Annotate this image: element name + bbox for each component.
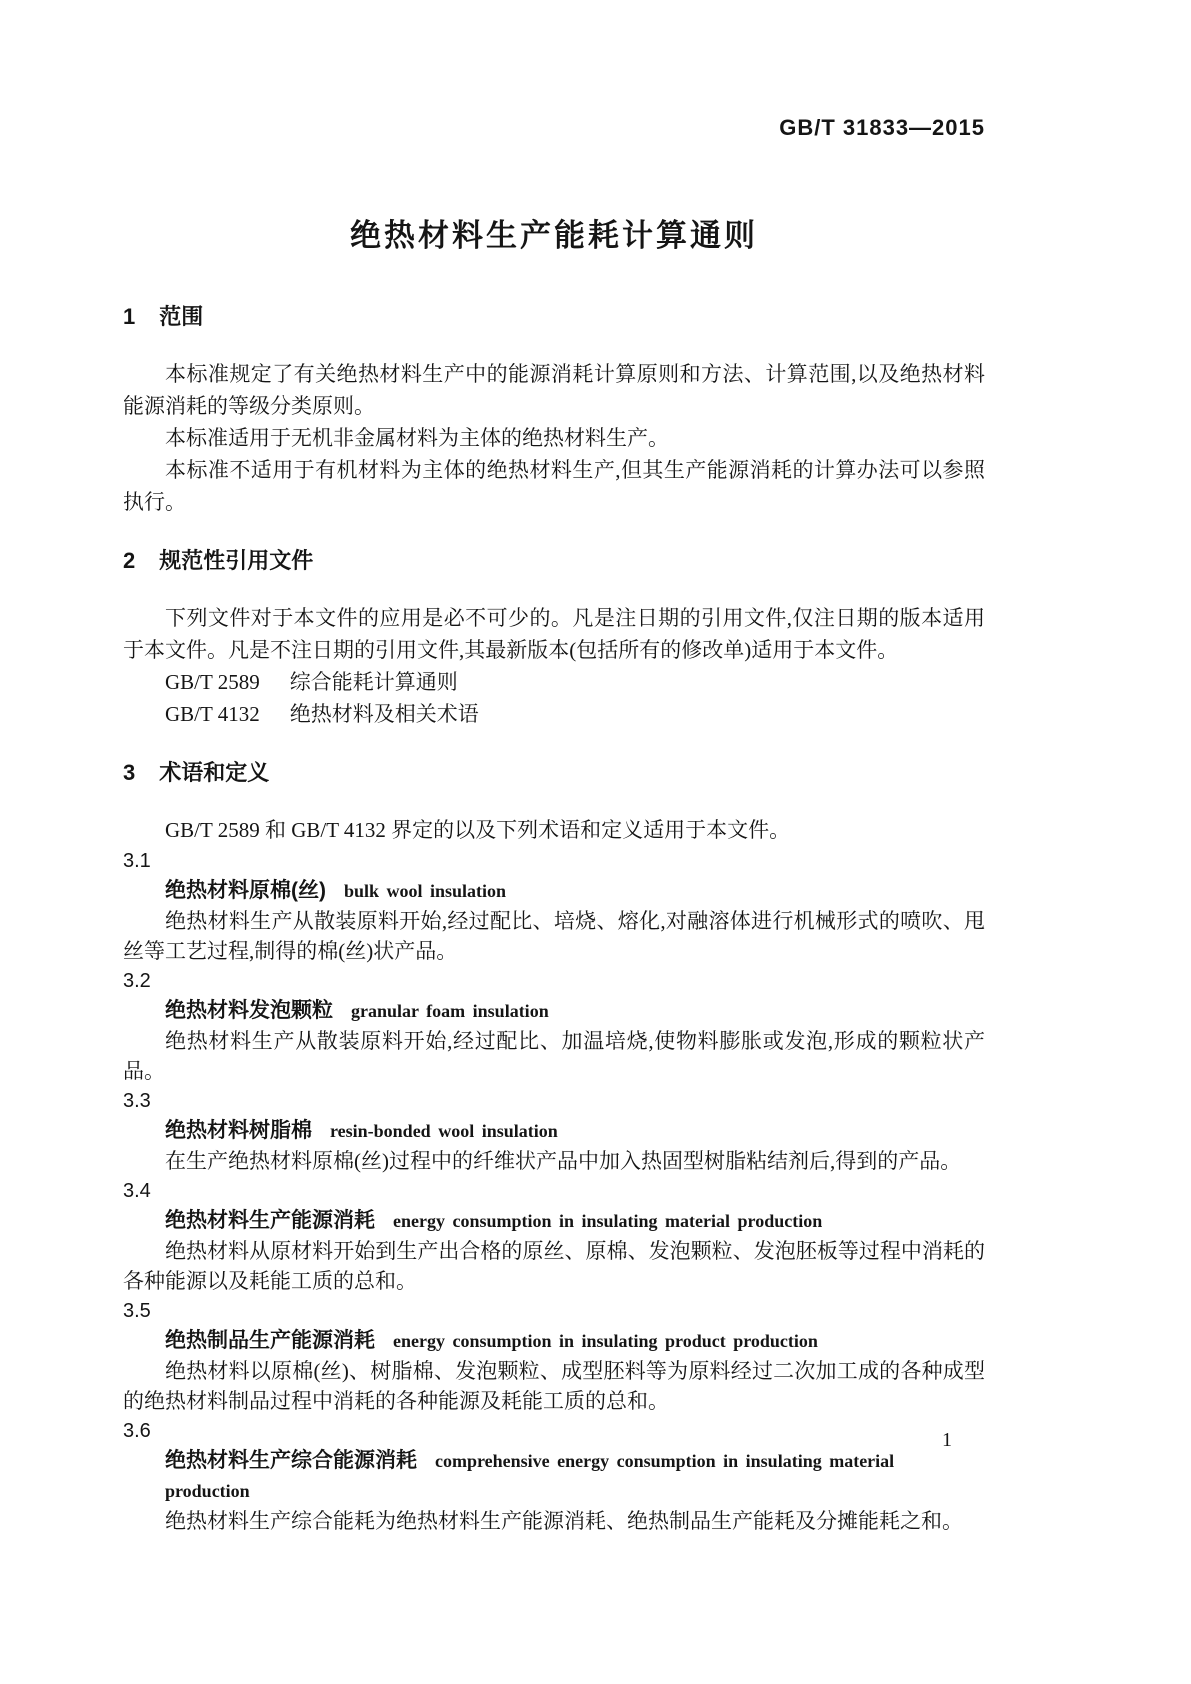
term-name-zh: 绝热材料生产能源消耗 [165,1209,375,1232]
term-definition: 绝热材料生产从散装原料开始,经过配比、加温培烧,使物料膨胀或发泡,形成的颗粒状产品。 [123,1029,985,1083]
section-terms-definitions [123,758,985,1536]
term-entry-3-6 [123,1416,985,1536]
term-name-zh: 绝热材料原棉(丝) [165,879,326,902]
section-3-heading [123,758,985,788]
term-name-en: bulk wool insulation [344,881,507,901]
standard-number: GB/T 31833—2015 [779,115,985,140]
term-heading [123,1116,985,1146]
term-name-zh: 绝热材料发泡颗粒 [165,999,333,1022]
scope-paragraph-1: 本标准规定了有关绝热材料生产中的能源消耗计算原则和方法、计算范围,以及绝热材料能源消耗的等级分类原则。 [123,362,985,418]
reference-item [123,698,985,730]
scope-paragraph-3: 本标准不适用于有机材料为主体的绝热材料生产,但其生产能源消耗的计算办法可以参照执行。 [123,458,985,514]
term-entry-3-5 [123,1296,985,1416]
term-heading [123,1446,985,1506]
term-heading [123,996,985,1026]
term-name-zh: 绝热制品生产能源消耗 [165,1329,375,1352]
term-definition: 绝热材料生产从散装原料开始,经过配比、培烧、熔化,对融溶体进行机械形式的喷吹、甩丝等工艺过程,制得的棉(丝)状产品。 [123,909,985,963]
section-2-title: 规范性引用文件 [159,548,314,573]
section-scope [123,302,985,518]
reference-title: 综合能耗计算通则 [289,670,458,694]
term-entry-3-2 [123,966,985,1086]
term-number: 3.2 [123,970,151,992]
term-number: 3.4 [123,1180,151,1202]
term-definition: 绝热材料从原材料开始到生产出合格的原丝、原棉、发泡颗粒、发泡胚板等过程中消耗的各种能源以及耗能工质的总和。 [123,1239,985,1293]
reference-code: GB/T 2589 [165,670,260,694]
reference-code: GB/T 4132 [165,702,260,726]
references-intro-paragraph: 下列文件对于本文件的应用是必不可少的。凡是注日期的引用文件,仅注日期的版本适用于本文件。凡是不注日期的引用文件,其最新版本(包括所有的修改单)适用于本文件。 [123,606,985,662]
section-3-title: 术语和定义 [159,760,270,785]
term-number: 3.6 [123,1420,151,1442]
section-1-heading [123,302,985,332]
section-2-heading [123,546,985,576]
term-number: 3.1 [123,850,151,872]
term-name-en: resin-bonded wool insulation [330,1121,558,1141]
term-name-en: energy consumption in insulating material production [393,1211,823,1231]
term-definition: 绝热材料生产综合能耗为绝热材料生产能源消耗、绝热制品生产能耗及分摊能耗之和。 [165,1509,963,1533]
term-name-en: energy consumption in insulating product production [393,1331,818,1351]
scope-paragraph-2: 本标准适用于无机非金属材料为主体的绝热材料生产。 [165,426,669,450]
term-entry-3-4 [123,1176,985,1296]
term-name-en: comprehensive energy consumption in insulating material production [165,1451,895,1501]
term-number: 3.3 [123,1090,151,1112]
section-3-number: 3 [123,760,136,785]
term-entry-3-3 [123,1086,985,1176]
terms-list [123,846,985,1536]
term-heading [123,876,985,906]
term-name-en: granular foam insulation [351,1001,549,1021]
page-number: 1 [942,1429,952,1451]
terms-intro-paragraph: GB/T 2589 和 GB/T 4132 界定的以及下列术语和定义适用于本文件。 [165,818,791,842]
term-name-zh: 绝热材料生产综合能源消耗 [165,1449,417,1472]
section-1-title: 范围 [159,304,204,329]
term-number: 3.5 [123,1300,151,1322]
reference-title: 绝热材料及相关术语 [289,702,479,726]
term-definition: 在生产绝热材料原棉(丝)过程中的纤维状产品中加入热固型树脂粘结剂后,得到的产品。 [165,1149,962,1173]
term-heading [123,1206,985,1236]
term-entry-3-1 [123,846,985,966]
term-name-zh: 绝热材料树脂棉 [165,1119,312,1142]
section-normative-references [123,546,985,730]
section-1-number: 1 [123,304,136,329]
document-title: 绝热材料生产能耗计算通则 [350,218,758,253]
term-heading [123,1326,985,1356]
section-2-number: 2 [123,548,136,573]
term-definition: 绝热材料以原棉(丝)、树脂棉、发泡颗粒、成型胚料等为原料经过二次加工成的各种成型的绝热材料制品过程中消耗的各种能源及耗能工质的总和。 [123,1359,985,1413]
page-content [123,0,985,1536]
reference-item [123,666,985,698]
